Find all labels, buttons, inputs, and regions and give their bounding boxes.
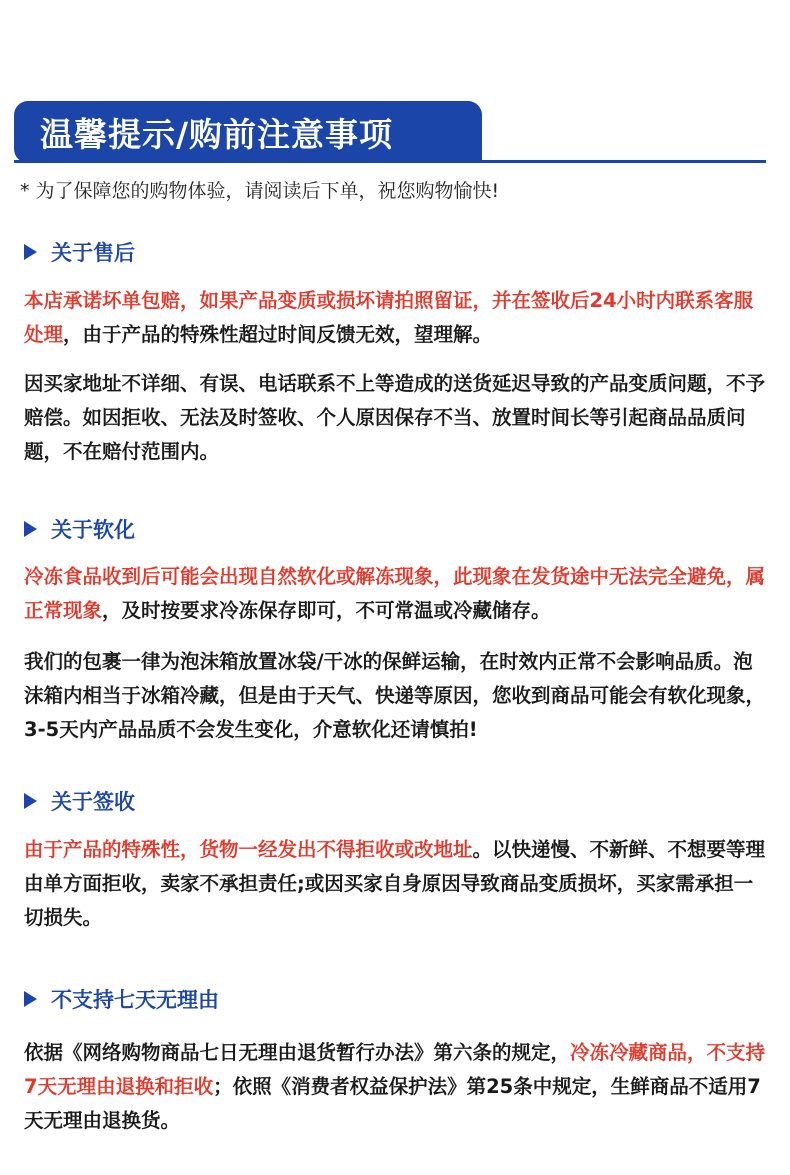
after-sales-exclusion-text: 因买家地址不详细、有误、电话联系不上等造成的送货延迟导致的产品变质问题，不予赔偿。如因拒收、无法及时签收、个人原因保存不当、放置时间长等引起商品品质问题，不在赔付范围内。 — [24, 372, 766, 463]
section-heading-receipt — [24, 786, 135, 816]
intro-note: * 为了保障您的购物体验，请阅读后下单，祝您购物愉快! — [20, 180, 500, 202]
highlight-text: 冷冻食品收到后可能会出现自然软化或解冻现象，此现象在发货途中无法完全避免，属正常现象 — [24, 565, 766, 622]
section-heading-label: 关于签收 — [51, 790, 135, 814]
section-heading-label: 关于软化 — [51, 518, 135, 542]
body-text: 。以快递慢、不新鲜、不想要等理由单方面拒收，卖家不承担责任;或因买家自身原因导致商品变质损坏，买家需承担一切损失。 — [24, 838, 766, 929]
section-heading-no-return — [24, 984, 219, 1014]
body-text: ，由于产品的特殊性超过时间反馈无效，望理解。 — [63, 323, 493, 346]
title-banner — [14, 101, 482, 163]
highlight-text: 本店承诺坏单包赔，如果产品变质或损坏请拍照留证，并在签收后24小时内联系客服处理 — [24, 289, 754, 346]
triangle-bullet-icon — [24, 793, 37, 809]
section-heading-label: 不支持七天无理由 — [51, 988, 219, 1012]
softening-notice-text — [24, 560, 772, 628]
body-text: 依据《网络购物商品七日无理由退货暂行办法》第六条的规定， — [24, 1041, 571, 1064]
section-heading-softening — [24, 514, 135, 544]
triangle-bullet-icon — [24, 991, 37, 1007]
highlight-text: 由于产品的特殊性，货物一经发出不得拒收或改地址 — [24, 838, 473, 861]
triangle-bullet-icon — [24, 244, 37, 260]
body-text: ，及时按要求冷冻保存即可，不可常温或冷藏储存。 — [102, 599, 551, 622]
after-sales-policy-text — [24, 284, 772, 352]
section-heading-after-sales — [24, 237, 135, 267]
body-text: ；依照《消费者权益保护法》第25条中规定，生鲜商品不适用7天无理由退换货。 — [24, 1075, 761, 1132]
highlight-text: 冷冻冷藏商品，不支持7天无理由退换和拒收 — [24, 1041, 766, 1098]
page-title: 温馨提示/购前注意事项 — [40, 114, 394, 154]
title-underline — [14, 160, 766, 163]
no-return-policy-text — [24, 1036, 772, 1138]
section-heading-label: 关于售后 — [51, 241, 135, 265]
triangle-bullet-icon — [24, 521, 37, 537]
receipt-policy-text — [24, 833, 772, 935]
packaging-info-text: 我们的包裹一律为泡沫箱放置冰袋/干冰的保鲜运输，在时效内正常不会影响品质。泡沫箱内相当于冰箱冷藏，但是由于天气、快递等原因，您收到商品可能会有软化现象，3-5天内产品品质不会发生变化，介意软化还请慎拍! — [24, 650, 766, 741]
